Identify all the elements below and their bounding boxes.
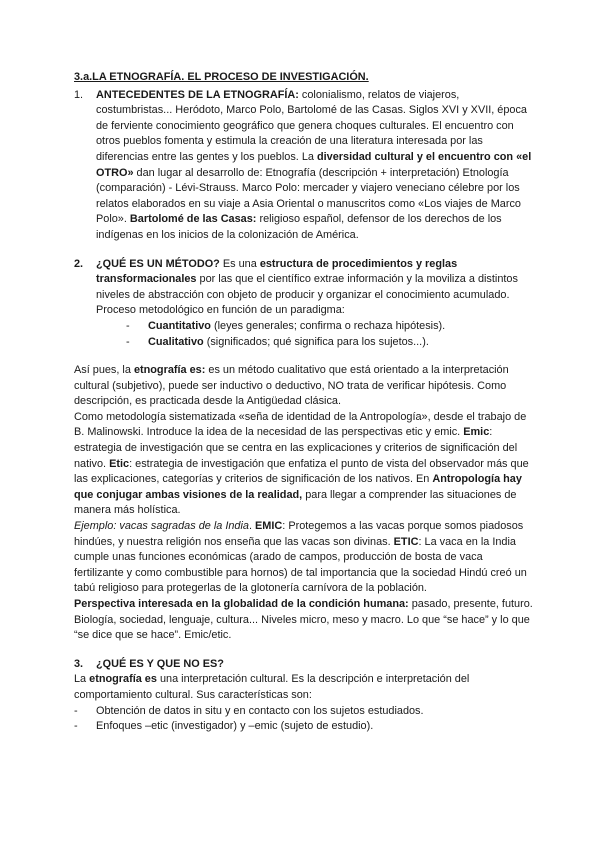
paradigm-list xyxy=(74,319,534,350)
list-item: - Cualitativo (significados; qué significa para los sujetos...). xyxy=(126,335,429,348)
section-3 xyxy=(74,657,534,673)
list-item: - Enfoques –etic (investigador) y –emic (sujeto de estudio). xyxy=(74,720,374,733)
section-2-text: ¿QUÉ ES UN MÉTODO? Es una estructura de procedimientos y reglas transformacionales por las que el científico extrae información y la moviliza a distintos niveles de abstracción con objeto de producir y organizar el conocimiento acumulado. Proceso metodológico en función de un paradigma: xyxy=(96,257,518,317)
section-3-title: ¿QUÉ ES Y QUE NO ES? xyxy=(96,657,224,670)
section-3-number: 3. xyxy=(74,657,84,670)
list-item: - Obtención de datos in situ y en contacto con los sujetos estudiados. xyxy=(74,704,424,717)
section-2-number: 2. xyxy=(74,257,84,270)
section-1-text: ANTECEDENTES DE LA ETNOGRAFÍA: colonialismo, relatos de viajeros, costumbristas... Heródoto, Marco Polo, Bartolomé de las Casas. Siglos XVI y XVII, época de ferviente conocimiento geográfico que genera choques culturales. El encuentro con otros pueblos fomenta y estimula la creación de una literatura interesada por las diferencias entre las gentes y los pueblos. La diversidad cultural y el encuentro con «el OTRO» dan lugar al desarrollo de: Etnografía (descripción + interpretación) Etnología (comparación) - Lévi-Strauss. Marco Polo: mercader y viajero veneciano célebre por los relatos elaborados en su viaje a Asia Oriental o manuscritos como «Los viajes de Marco Polo». Bartolomé de las Casas: religioso español, defensor de los derechos de los indígenas en los inicios de la colonización de América. xyxy=(96,88,532,241)
paragraph-perspectiva: Perspectiva interesada en la globalidad de la condición humana: pasado, presente, futuro. Biología, sociedad, lenguaje, cultura... Niveles micro, meso y macro. Lo que “se hace” y lo que “se dice que se hace”. Emic/etic. xyxy=(74,598,533,642)
paragraph-caracteristicas: La etnografía es una interpretación cultural. Es la descripción e interpretación del comportamiento cultural. Sus características son: xyxy=(74,673,470,701)
characteristics-list xyxy=(74,704,534,735)
paragraph-ejemplo: Ejemplo: vacas sagradas de la India. EMIC: Protegemos a las vacas porque somos piadosos hindúes, y nuestra religión nos enseña que las vacas son divinas. ETIC: La vaca en la India cumple unas funciones económicas (arado de campos, producción de bosta de vaca fertilizante y como combustible para hornos) de tal importancia que la sociedad Hindú creó un tabú religioso para protegerlas de la glotonería carnívora de la población. xyxy=(74,520,527,595)
section-title: 3.a.LA ETNOGRAFÍA. EL PROCESO DE INVESTIGACIÓN. xyxy=(74,71,369,83)
section-1-number: 1. xyxy=(74,88,84,101)
paragraph-etnografia: Así pues, la etnografía es: es un método cualitativo que está orientado a la interpretación cultural (subjetivo), puede ser inductivo o deductivo, NO trata de verificar hipótesis. Como descripción, es practicada desde la Antigüedad clásica. xyxy=(74,364,509,408)
paragraph-metodologia: Como metodología sistematizada «seña de identidad de la Antropología», desde el trabajo de B. Malinowski. Introduce la idea de la necesidad de las perspectivas etic y emic. Emic: estrategia de investigación que se centra en las explicaciones y criterios de significación del nativo. Etic: estrategia de investigación que enfatiza el punto de vista del observador más que las explicaciones, categorías y criterios de significación de los nativos. En Antropología hay que conjugar ambas visiones de la realidad, para llegar a comprender las situaciones de manera más holística. xyxy=(74,410,529,517)
list-item: - Cuantitativo (leyes generales; confirma o rechaza hipótesis). xyxy=(126,319,446,332)
document-body xyxy=(74,70,534,735)
section-2 xyxy=(74,257,534,319)
section-1 xyxy=(74,88,534,244)
